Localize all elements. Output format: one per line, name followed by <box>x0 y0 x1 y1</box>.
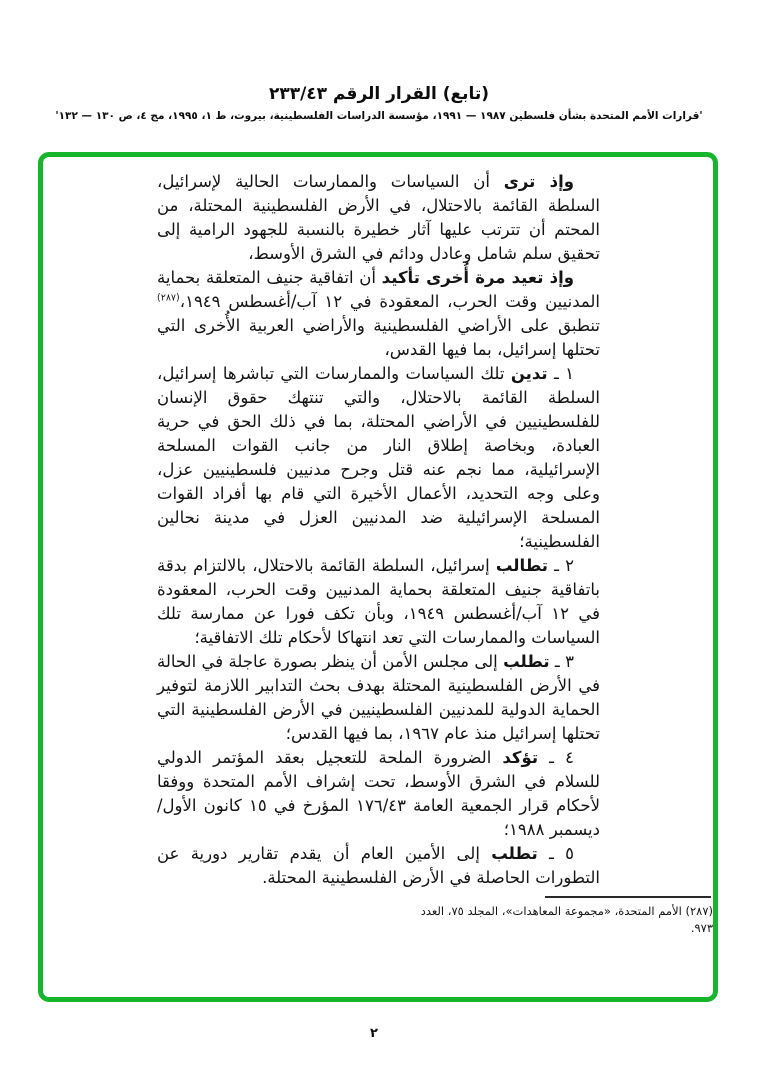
preamble-body-2: أن اتفاقية جنيف المتعلقة بحماية المدنيين وقت الحرب، المعقودة في ١٢ آب/أغسطس ١٩٤٩، <box>157 268 601 311</box>
item-body-4: الضرورة الملحة للتعجيل بعقد المؤتمر الدولي للسلام في الشرق الأوسط، تحت إشراف الأمم المتحدة ووفقا لأحكام قرار الجمعية العامة ١٧٦/٤٣ المؤرخ في ١٥ كانون الأول/ديسمبر ١٩٨٨؛ <box>157 748 601 839</box>
item-lead-3: تطلب <box>503 652 550 671</box>
preamble-body-2-continued: تنطبق على الأراضي الفلسطينية والأراضي العربية الأُخرى التي تحتلها إسرائيل، بما فيها القدس، <box>157 316 600 359</box>
item-number-4: ٤ ـ <box>538 748 574 767</box>
item-body-3: إلى مجلس الأمن أن ينظر بصورة عاجلة في الحالة في الأرض الفلسطينية المحتلة بهدف بحث التدابير اللازمة لتوفير الحماية الدولية للمدنيين الفلسطينيين في الأرض الفلسطينية التي تحتلها إسرائيل منذ عام ١٩٦٧، بما فيها القدس؛ <box>157 652 600 743</box>
footnote-reference-marker: (٢٨٧) <box>157 292 180 304</box>
item-number-1: ١ ـ <box>547 364 574 383</box>
item-body-2: إسرائيل، السلطة القائمة بالاحتلال، بالالتزام بدقة باتفاقية جنيف المتعلقة بحماية المدنيين وقت الحرب، المعقودة في ١٢ آب/أغسطس ١٩٤٩، وبأن تكف فورا عن ممارسة تلك السياسات والممارسات التي تعد انتهاكا لأحكام تلك الاتفاقية؛ <box>157 556 600 647</box>
preamble-body-1: أن السياسات والممارسات الحالية لإسرائيل، السلطة القائمة بالاحتلال، في الأرض الفلسطينية المحتلة، من المحتم أن تترتب عليها آثار خطيرة بالنسبة للجهود الرامية إلى تحقيق سلم شامل وعادل ودائم في الشرق الأوسط، <box>157 172 600 263</box>
item-number-2: ٢ ـ <box>547 556 574 575</box>
item-body-5: إلى الأمين العام أن يقدم تقارير دورية عن التطورات الحاصلة في الأرض الفلسطينية المحتلة. <box>157 844 600 887</box>
item-body-1: تلك السياسات والممارسات التي تباشرها إسرائيل، السلطة القائمة بالاحتلال، والتي تنتهك حقوق الإنسان للفلسطينيين في الأراضي المحتلة، بما في ذلك الحق في حرية العبادة، وبخاصة إطلاق النار من جانب القوات المسلحة الإسرائيلية، مما نجم عنه قتل وجرح مدنيين فلسطينيين عزل، وعلى وجه التحديد، الأعمال الأخيرة التي قام بها أفراد القوات المسلحة الإسرائيلية ضد المدنيين العزل في مدينة نحالين الفلسطينية؛ <box>157 364 600 551</box>
page-number: ٢ <box>370 1026 378 1041</box>
item-lead-4: تؤكد <box>502 748 539 767</box>
item-lead-2: تطالب <box>495 556 548 575</box>
preamble-lead-1: وإذ ترى <box>503 172 574 191</box>
item-lead-1: تدين <box>510 364 548 383</box>
source-citation: 'قرارات الأمم المتحدة بشأن فلسطين ١٩٨٧ — ١٩٩١، مؤسسة الدراسات الفلسطينية، بيروت، ط ١، ١٩٩٥، مج ٤، ص ١٣٠ — ١٣٢' <box>55 110 703 122</box>
item-number-3: ٣ ـ <box>549 652 574 671</box>
item-number-5: ٥ ـ <box>537 844 574 863</box>
item-lead-5: تطلب <box>491 844 538 863</box>
highlight-box <box>38 152 718 1002</box>
page-title: (تابع) القرار الرقم ٢٣٣/٤٣ <box>268 84 490 104</box>
footnote: (٢٨٧) الأمم المتحدة، «مجموعة المعاهدات»، المجلد ٧٥، العدد ٩٧٣. <box>420 904 713 935</box>
preamble-lead-2: وإذ تعيد مرة أُخرى تأكيد <box>381 268 575 287</box>
